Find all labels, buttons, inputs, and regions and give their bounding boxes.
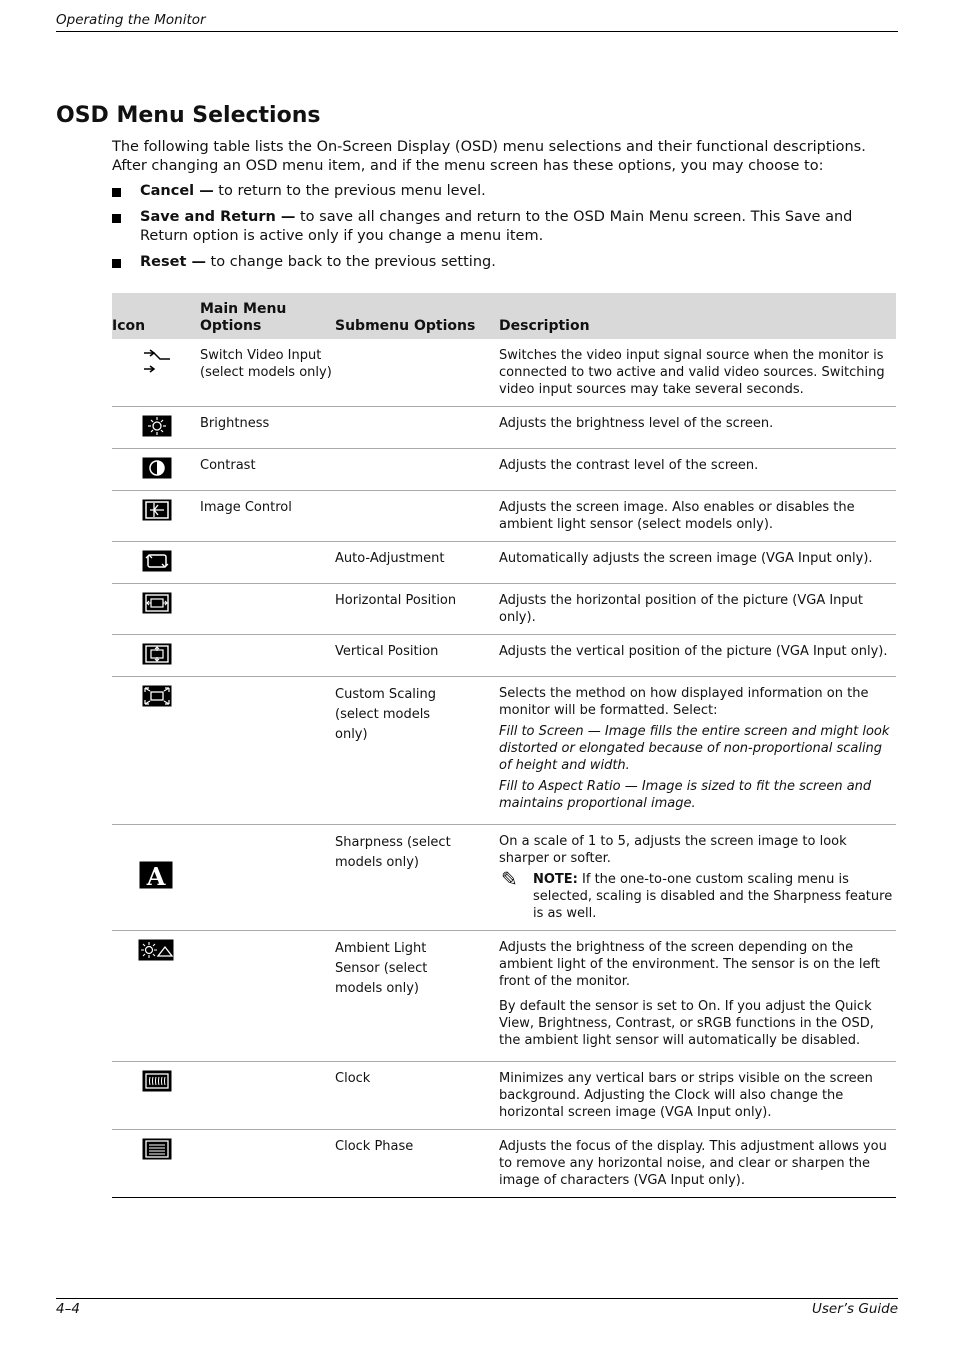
running-header: Operating the Monitor xyxy=(56,12,898,32)
submenu-option: Ambient Light Sensor (select models only) xyxy=(335,931,499,1062)
main-menu-option: Image Control xyxy=(200,491,335,542)
bullet-cancel xyxy=(112,182,892,201)
submenu-option xyxy=(335,449,499,491)
description: Adjusts the brightness level of the screen. xyxy=(499,407,896,449)
header-main-menu: Main Menu Options xyxy=(200,293,335,339)
main-menu-option: Brightness xyxy=(200,407,335,449)
table-row xyxy=(112,1062,896,1130)
description: Adjusts the focus of the display. This adjustment allows you to remove any horizontal noise, and clear or sharpen the image of characters (VGA Input only). xyxy=(499,1130,896,1198)
bullet-save-return xyxy=(112,208,892,246)
description-text: Adjusts the brightness of the screen depending on the ambient light of the environment. The sensor is on the left front of the monitor. xyxy=(499,940,880,989)
submenu-option xyxy=(335,407,499,449)
description: Automatically adjusts the screen image (VGA Input only). xyxy=(499,542,896,584)
pencil-note-icon: ✎ xyxy=(501,867,518,891)
bullet-term: Cancel — xyxy=(140,183,214,199)
bullet-text: to return to the previous menu level. xyxy=(213,183,486,199)
table-row xyxy=(112,584,896,635)
main-menu-option: Switch Video Input (select models only) xyxy=(200,339,335,407)
header-icon: Icon xyxy=(112,293,200,339)
submenu-option: Horizontal Position xyxy=(335,584,499,635)
bullet-reset xyxy=(112,253,892,272)
main-menu-option xyxy=(200,1130,335,1198)
contrast-icon xyxy=(142,457,170,477)
note-label: NOTE: xyxy=(533,872,578,887)
submenu-option xyxy=(335,339,499,407)
osd-menu-table xyxy=(112,293,896,1198)
main-menu-option xyxy=(200,931,335,1062)
description: Adjusts the screen image. Also enables or disables the ambient light sensor (select models only). xyxy=(499,491,896,542)
bullet-square-icon xyxy=(112,188,121,197)
description: Adjusts the contrast level of the screen. xyxy=(499,449,896,491)
main-menu-option xyxy=(200,584,335,635)
description: Switches the video input signal source when the monitor is connected to two active and valid video sources. Switching video input sources may take several seconds. xyxy=(499,339,896,407)
section-title: OSD Menu Selections xyxy=(56,103,321,128)
main-menu-option xyxy=(200,677,335,825)
clock-icon xyxy=(142,1070,170,1090)
note-block xyxy=(499,867,896,922)
submenu-option: Sharpness (select models only) xyxy=(335,825,499,931)
submenu-option: Clock xyxy=(335,1062,499,1130)
table-row xyxy=(112,635,896,677)
guide-title: User’s Guide xyxy=(811,1301,898,1317)
bullet-text: to save all changes and return to the OSD Main Menu screen. This Save and Return option is active only if you change a menu item. xyxy=(140,209,853,244)
ambient-light-icon xyxy=(138,939,174,959)
main-menu-option: Contrast xyxy=(200,449,335,491)
header-description: Description xyxy=(499,293,896,339)
description: Adjusts the horizontal position of the picture (VGA Input only). xyxy=(499,584,896,635)
table-row xyxy=(112,1130,896,1198)
description: Minimizes any vertical bars or strips visible on the screen background. Adjusting the Clock will also change the horizontal screen image (VGA Input only). xyxy=(499,1062,896,1130)
submenu-option xyxy=(335,491,499,542)
bullet-text: to change back to the previous setting. xyxy=(205,254,496,270)
description xyxy=(499,825,896,931)
table-row xyxy=(112,542,896,584)
description xyxy=(499,677,896,825)
description: Adjusts the vertical position of the picture (VGA Input only). xyxy=(499,635,896,677)
description-text-2: By default the sensor is set to On. If you adjust the Quick View, Brightness, Contrast, or sRGB functions in the OSD, the ambient light sensor will automatically be disabled. xyxy=(499,999,874,1048)
bullet-square-icon xyxy=(112,259,121,268)
horizontal-position-icon xyxy=(142,592,170,612)
header-submenu: Submenu Options xyxy=(335,293,499,339)
description xyxy=(499,931,896,1062)
image-control-icon xyxy=(142,499,170,519)
submenu-option: Auto-Adjustment xyxy=(335,542,499,584)
fill-to-aspect-text: Fill to Aspect Ratio — Image is sized to fit the screen and maintains proportional image. xyxy=(499,779,872,811)
bullet-square-icon xyxy=(112,214,121,223)
brightness-icon xyxy=(142,415,170,435)
auto-adjust-icon xyxy=(142,550,170,570)
main-menu-option xyxy=(200,825,335,931)
description-text: On a scale of 1 to 5, adjusts the screen image to look sharper or softer. xyxy=(499,834,847,866)
switch-input-icon xyxy=(142,347,170,367)
submenu-option: Vertical Position xyxy=(335,635,499,677)
sharpness-icon xyxy=(139,861,173,889)
intro-block xyxy=(112,138,892,279)
clock-phase-icon xyxy=(142,1138,170,1158)
main-menu-option xyxy=(200,542,335,584)
note-text: If the one-to-one custom scaling menu is selected, scaling is disabled and the Sharpness feature is as well. xyxy=(533,872,893,921)
table-row xyxy=(112,491,896,542)
table-row xyxy=(112,931,896,1062)
table-row xyxy=(112,677,896,825)
vertical-position-icon xyxy=(142,643,170,663)
submenu-option: Custom Scaling (select models only) xyxy=(335,677,499,825)
main-menu-option xyxy=(200,1062,335,1130)
bullet-term: Save and Return — xyxy=(140,209,296,225)
custom-scaling-icon xyxy=(142,685,170,705)
table-row xyxy=(112,407,896,449)
intro-paragraph: The following table lists the On-Screen Display (OSD) menu selections and their functional descriptions. After changing an OSD menu item, and if the menu screen has these options, you may choose to: xyxy=(112,139,866,174)
bullet-term: Reset — xyxy=(140,254,206,270)
running-footer xyxy=(56,1298,898,1317)
description-text: Selects the method on how displayed information on the monitor will be formatted. Select: xyxy=(499,686,869,718)
main-menu-option xyxy=(200,635,335,677)
page-number: 4–4 xyxy=(56,1301,80,1317)
table-row xyxy=(112,339,896,407)
svg-text:A: A xyxy=(146,862,166,889)
table-header-row xyxy=(112,293,896,339)
table-row xyxy=(112,449,896,491)
table-row xyxy=(112,825,896,931)
submenu-option: Clock Phase xyxy=(335,1130,499,1198)
fill-to-screen-text: Fill to Screen — Image fills the entire screen and might look distorted or elongated because of non-proportional scaling of height and width. xyxy=(499,724,890,773)
